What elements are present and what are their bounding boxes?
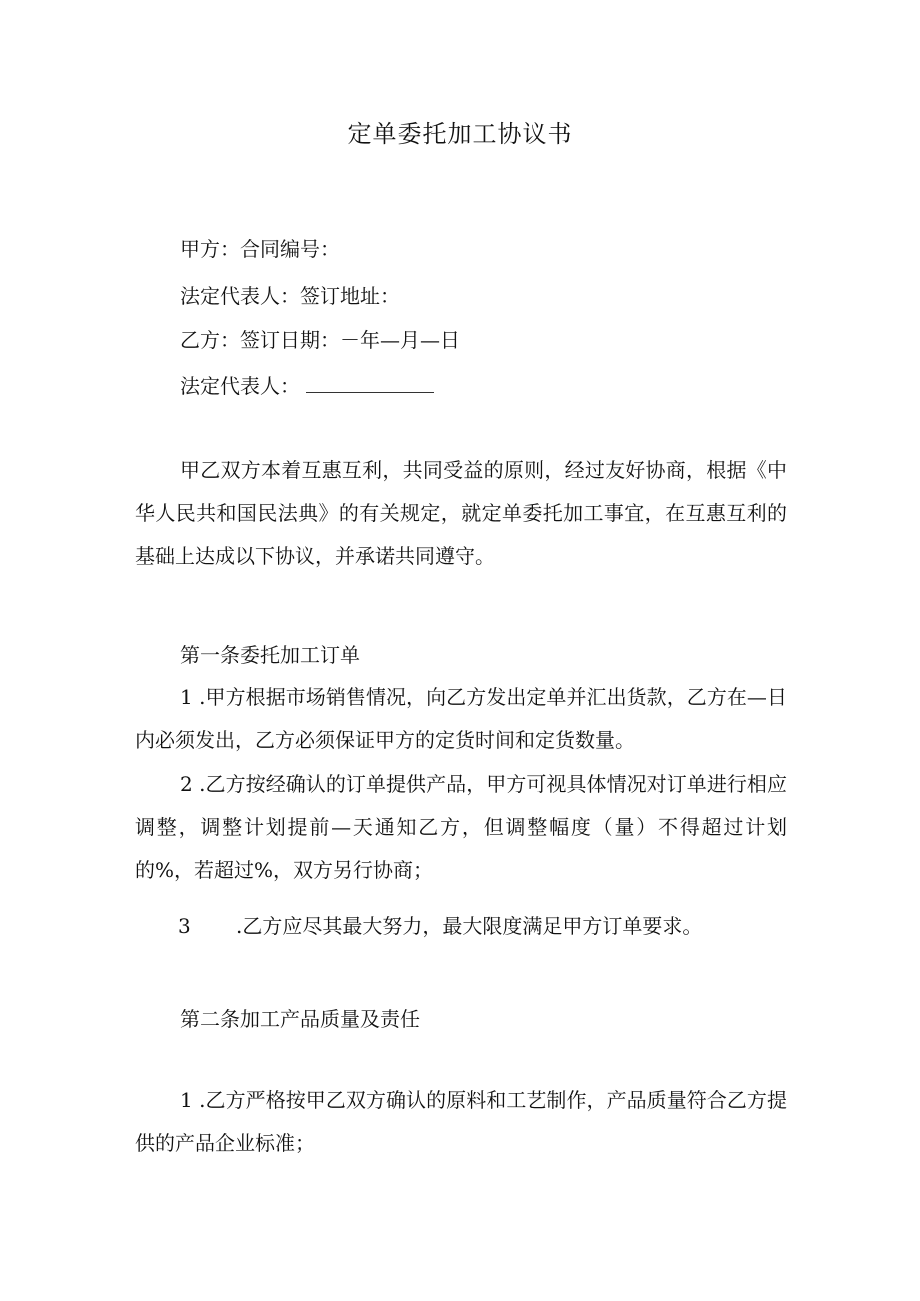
party-b-line: 乙方：签订日期：－年—月—日 [180, 328, 460, 352]
article-2-item-1: 1 .乙方严格按甲乙双方确认的原料和工艺制作，产品质量符合乙方提供的产品企业标准； [135, 1088, 787, 1155]
document-title: 定单委托加工协议书 [347, 120, 573, 148]
article-2-heading: 第二条加工产品质量及责任 [180, 1007, 420, 1031]
legal-rep-line-1: 法定代表人：签订地址： [180, 284, 400, 308]
article-1-heading: 第一条委托加工订单 [180, 643, 360, 667]
article-1-item-1: 1 .甲方根据市场销售情况，向乙方发出定单并汇出货款，乙方在—日内必须发出，乙方必须保证甲方的定货时间和定货数量。 [135, 685, 787, 752]
signature-blank-line [306, 378, 434, 393]
article-1-item-2: 2 .乙方按经确认的订单提供产品，甲方可视具体情况对订单进行相应调整，调整计划提前—天通知乙方，但调整幅度（量）不得超过计划的%，若超过%，双方另行协商； [135, 772, 787, 882]
party-a-line: 甲方：合同编号： [180, 237, 340, 261]
item-3-text: .乙方应尽其最大努力，最大限度满足甲方订单要求。 [236, 914, 703, 938]
legal-rep-label: 法定代表人： [180, 374, 300, 398]
article-1-item-3 [178, 910, 702, 939]
legal-rep-line-2 [180, 370, 434, 399]
intro-paragraph: 甲乙双方本着互惠互利，共同受益的原则，经过友好协商，根据《中华人民共和国民法典》的有关规定，就定单委托加工事宜，在互惠互利的基础上达成以下协议，并承诺共同遵守。 [135, 458, 787, 568]
item-3-number: 3 [178, 914, 191, 938]
